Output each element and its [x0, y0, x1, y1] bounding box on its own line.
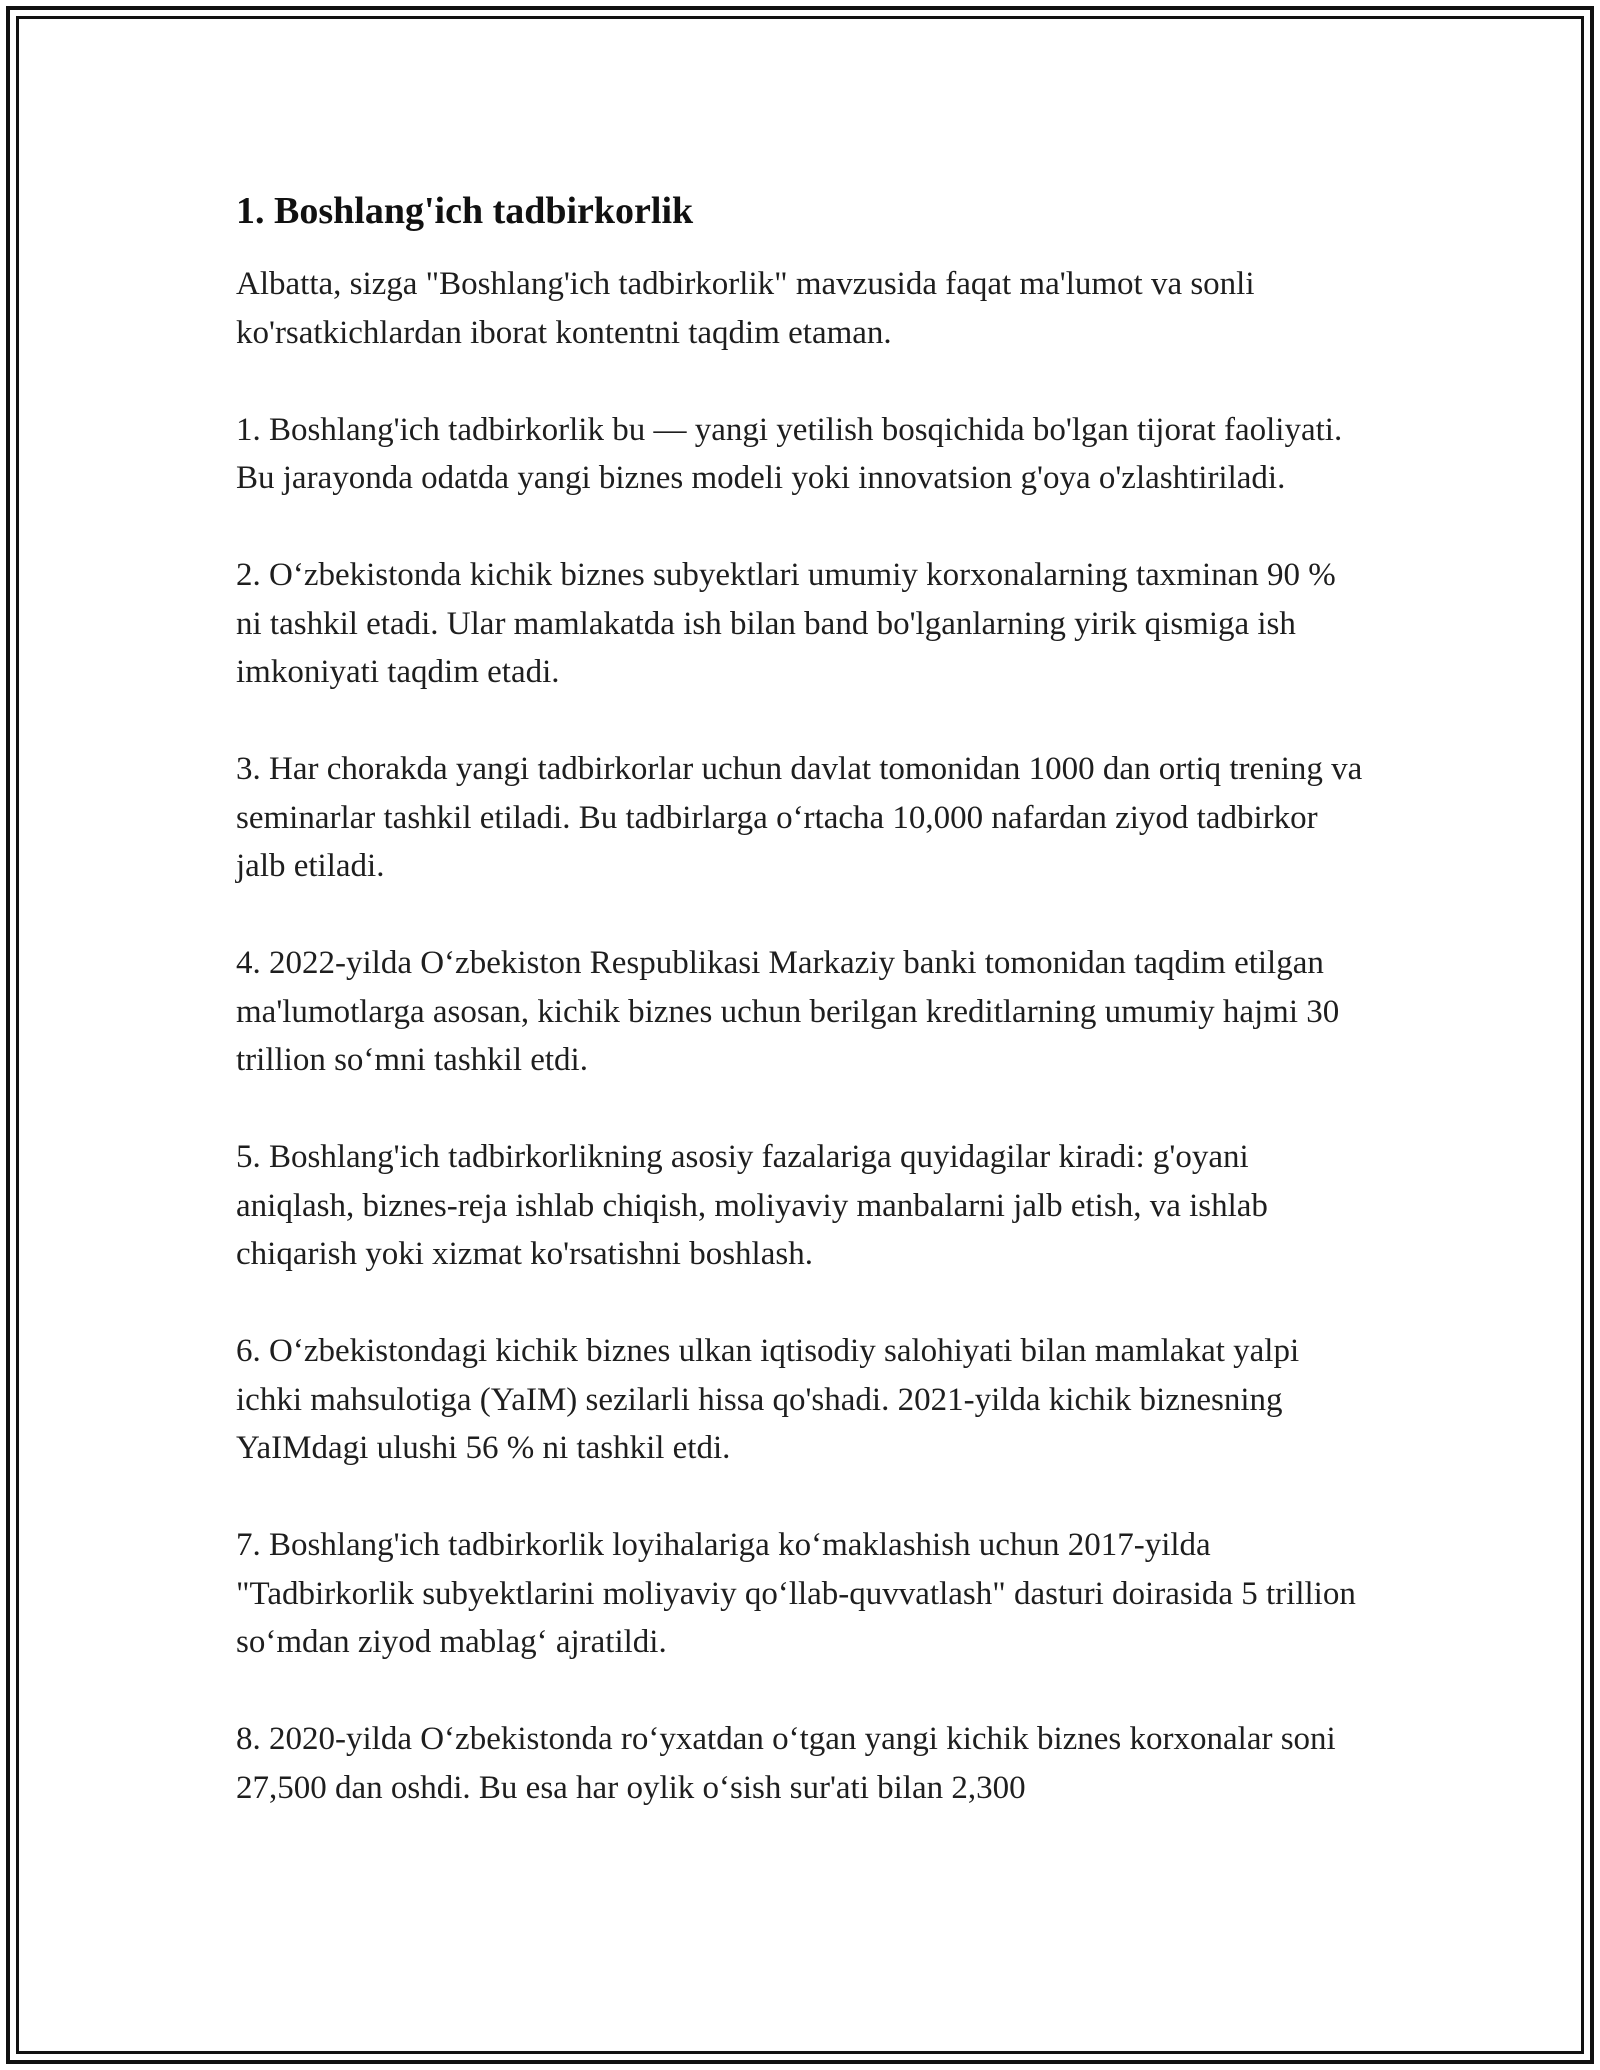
list-item-2: 2. O‘zbekistonda kichik biznes subyektlari umumiy korxonalarning taxminan 90 % ni tashkil etadi. Ular mamlakatda ish bilan band bo'lganlarning yirik qismiga ish imkoniyati taqdim etadi.: [236, 557, 1336, 690]
document-body: [236, 186, 1366, 1861]
list-item-1: 1. Boshlang'ich tadbirkorlik bu — yangi yetilish bosqichida bo'lgan tijorat faoliyati. Bu jarayonda odatda yangi biznes modeli yoki innovatsion g'oya o'zlashtiriladi.: [236, 411, 1343, 496]
list-item-3: 3. Har chorakda yangi tadbirkorlar uchun davlat tomonidan 1000 dan ortiq trening va seminarlar tashkil etiladi. Bu tadbirlarga o‘rtacha 10,000 nafardan ziyod tadbirkor jalb etiladi.: [236, 751, 1363, 884]
list-item-5: 5. Boshlang'ich tadbirkorlikning asosiy fazalariga quyidagilar kiradi: g'oyani aniqlash, biznes-reja ishlab chiqish, moliyaviy manbalarni jalb etish, va ishlab chiqarish yoki xizmat ko'rsatishni boshlash.: [236, 1139, 1268, 1272]
document-heading: 1. Boshlang'ich tadbirkorlik: [236, 190, 694, 232]
list-item-7: 7. Boshlang'ich tadbirkorlik loyihalariga ko‘maklashish uchun 2017-yilda "Tadbirkorlik subyektlarini moliyaviy qo‘llab-quvvatlash" dasturi doirasida 5 trillion so‘mdan ziyod mablag‘ ajratildi.: [236, 1527, 1356, 1660]
intro-paragraph: Albatta, sizga "Boshlang'ich tadbirkorlik" mavzusida faqat ma'lumot va sonli ko'rsatkichlardan iborat kontentni taqdim etaman.: [236, 266, 1255, 351]
list-item-6: 6. O‘zbekistondagi kichik biznes ulkan iqtisodiy salohiyati bilan mamlakat yalpi ichki mahsulotiga (YaIM) sezilarli hissa qo'shadi. 2021-yilda kichik biznesning YaIMdagi ulushi 56 % ni tashkil etdi.: [236, 1333, 1300, 1466]
list-item-8: 8. 2020-yilda O‘zbekistonda ro‘yxatdan o‘tgan yangi kichik biznes korxonalar soni 27,500 dan oshdi. Bu esa har oylik o‘sish sur'ati bilan 2,300: [236, 1721, 1336, 1806]
list-item-4: 4. 2022-yilda O‘zbekiston Respublikasi Markaziy banki tomonidan taqdim etilgan ma'lumotlarga asosan, kichik biznes uchun berilgan kreditlarning umumiy hajmi 30 trillion so‘mni tashkil etdi.: [236, 945, 1340, 1078]
